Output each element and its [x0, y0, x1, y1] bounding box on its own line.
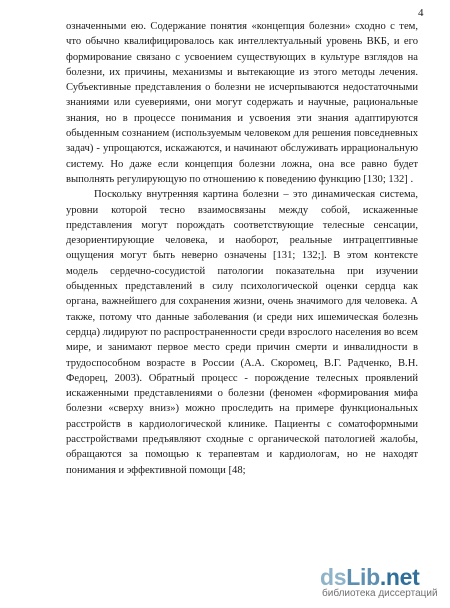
text-line: означенными ею. Содержание понятия «концепция болезни» сходно с тем,: [66, 21, 418, 32]
text-line: болезни «сверху вниз») можно проследить на примере функциональных: [66, 403, 418, 415]
text-line: искаженными представлениями о болезни (феномен «формирования мифа: [66, 388, 418, 400]
text-line: расстройств в кардиологической клинике. Пациенты с соматоформными: [66, 418, 418, 430]
text-line: дезориентирующие человека, и наоборот, реальные интрацептивные: [66, 235, 418, 247]
text-line: представления могут порождать соответствующие телесные сенсации,: [66, 219, 418, 231]
text-line: Федорец, 2003). Обратный процесс - порождение телесных проявлений: [66, 372, 418, 384]
text-line: знания, но в процессе понимания и усвоения эти знания адаптируются: [66, 112, 418, 124]
text-line: выполнять регулирующую по отношению к поведению функцию [130; 132] .: [66, 173, 414, 185]
text-line: Поскольку внутренняя картина болезни – это динамическая система,: [94, 189, 418, 201]
text-line: модель сердечно-сосудистой патологии показательна при изучении: [66, 265, 418, 277]
text-line: трудоспособном возрасте в России (А.А. Скоромец, В.Г. Радченко, В.Н.: [66, 357, 418, 369]
watermark-logo: dsLib.net: [320, 564, 420, 590]
text-line: систему. Но даже если концепция болезни ложна, она все равно будет: [66, 158, 418, 170]
text-line: формирование связано с усвоением существующих в культуре взглядов на: [66, 51, 418, 63]
text-line: также, потому что данные заболевания (и среди них ишемическая болезнь: [66, 311, 418, 323]
text-line: ощущения могут быть неверно означены [131; 132;]. В этом контексте: [66, 250, 418, 262]
text-line: обыденных представлений в силу психологической оценки сердца как: [66, 281, 418, 293]
text-line: обыденным сознанием (используемым человеком для решения повседневных: [66, 128, 418, 140]
text-line: что обычно квалифицировалось как интеллектуальный уровень ВКБ, и его: [66, 36, 418, 48]
watermark-tagline: библиотека диссертаций: [322, 588, 438, 599]
page-number: 4: [418, 7, 424, 19]
body-text: [66, 19, 418, 478]
text-line: понимания и эффективной помощи [48;: [66, 464, 246, 476]
text-line: уровни которой тесно взаимосвязаны между собой, искаженные: [66, 204, 418, 216]
watermark: [316, 563, 448, 603]
text-line: обращаются за помощью к терапевтам и кардиологам, но не находят: [66, 449, 418, 461]
text-line: сердца) лидируют по распространенности среди взрослого населения во всем: [66, 326, 418, 338]
text-line: расстройствами предъявляют сходные с органической патологией жалобы,: [66, 434, 418, 446]
text-line: мире, и занимают первое место среди причин смерти и инвалидности в: [66, 342, 418, 354]
text-line: Субъективные представления о болезни не исчерпываются недостаточными: [66, 82, 418, 94]
text-line: знаниями или суевериями, они могут содержать и научные, рациональные: [66, 97, 418, 109]
text-line: болезни, их причины, механизмы и вытекающие из этого методы лечения.: [66, 66, 418, 78]
text-line: задач) - упрощаются, искажаются, и начинают обслуживать иррациональную: [66, 143, 418, 155]
text-line: органа, важнейшего для сохранения жизни, очень значимого для человека. А: [66, 296, 418, 308]
